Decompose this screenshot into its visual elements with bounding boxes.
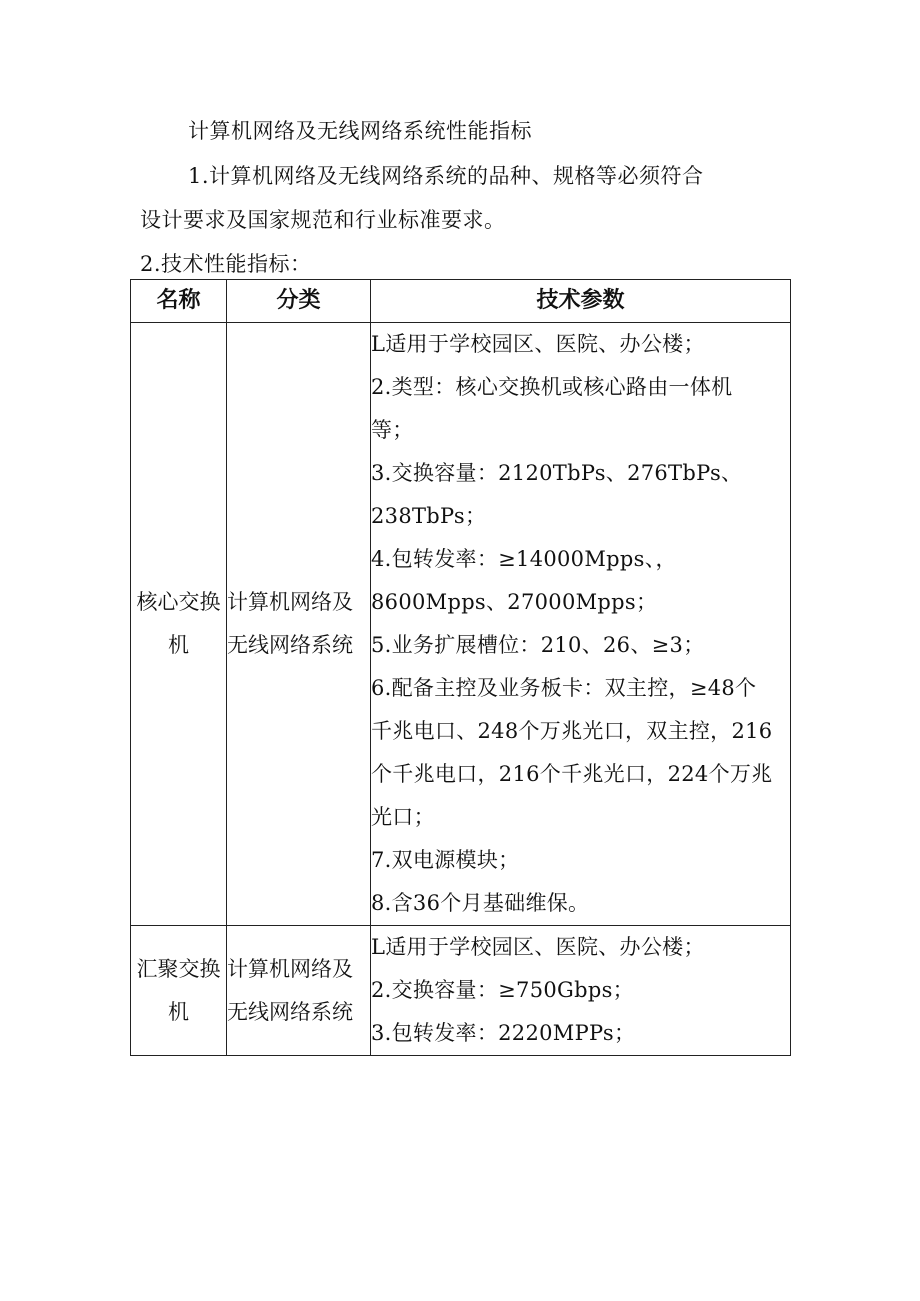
param-line: 个千兆电口，216个千兆光口，224个万兆 xyxy=(371,762,773,786)
row-params-cell xyxy=(371,926,791,1056)
row-category: 计算机网络及 无线网络系统 xyxy=(227,590,353,657)
param-line: 7.双电源模块； xyxy=(371,848,520,872)
param-line: 千兆电口、248个万兆光口，双主控，216 xyxy=(371,719,773,743)
header-category: 分类 xyxy=(227,280,371,323)
table-row xyxy=(131,323,791,926)
paragraph-2: 2.技术性能指标： xyxy=(140,252,312,276)
param-line: 8600Mpps、27000Mpps； xyxy=(371,590,658,614)
row-name: 汇聚交换 机 xyxy=(136,956,221,1024)
param-line: 3.交换容量：2120TbPs、276TbPs、 xyxy=(371,461,743,485)
row-name: 核心交换 机 xyxy=(136,590,221,657)
param-line: L适用于学校园区、医院、办公楼； xyxy=(371,935,705,959)
spec-table xyxy=(130,279,791,1056)
row-name-cell xyxy=(131,926,227,1056)
row-category-cell xyxy=(227,926,371,1056)
param-line: 2.类型：核心交换机或核心路由一体机 xyxy=(371,375,733,399)
table-header-row xyxy=(131,280,791,323)
header-name: 名称 xyxy=(131,280,227,323)
param-line: L适用于学校园区、医院、办公楼； xyxy=(371,332,705,356)
paragraph-1-line-2: 设计要求及国家规范和行业标准要求。 xyxy=(140,208,506,232)
param-line: 238TbPs； xyxy=(371,504,487,528)
row-category: 计算机网络及 无线网络系统 xyxy=(227,956,353,1024)
param-line: 2.交换容量：≥750Gbps； xyxy=(371,978,634,1002)
row-category-cell xyxy=(227,323,371,926)
param-line: 3.包转发率：2220MPPs； xyxy=(371,1021,636,1045)
param-line: 4.包转发率：≥14000Mpps、， xyxy=(371,547,677,571)
header-params: 技术参数 xyxy=(371,280,791,323)
param-line: 8.含36个月基础维保。 xyxy=(371,891,590,915)
param-line: 光口； xyxy=(371,805,435,829)
param-line: 6.配备主控及业务板卡：双主控，≥48个 xyxy=(371,676,757,700)
param-line: 5.业务扩展槽位：210、26、≥3； xyxy=(371,633,705,657)
paragraph-1-line-1: 1.计算机网络及无线网络系统的品种、规格等必须符合 xyxy=(188,164,704,188)
table-row xyxy=(131,926,791,1056)
param-line: 等； xyxy=(371,418,414,442)
row-params-cell xyxy=(371,323,791,926)
document-title: 计算机网络及无线网络系统性能指标 xyxy=(188,119,532,143)
row-name-cell xyxy=(131,323,227,926)
